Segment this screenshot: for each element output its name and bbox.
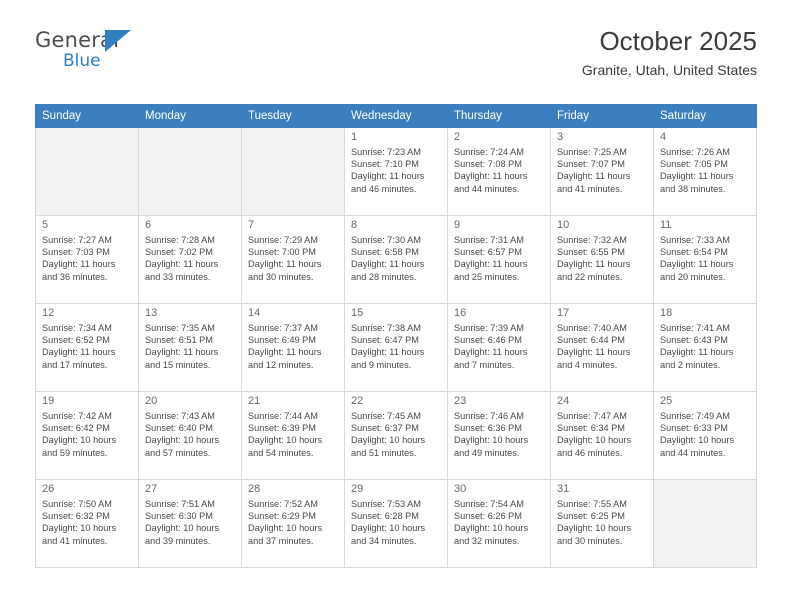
day-sun-info-line: and 59 minutes. — [42, 447, 108, 458]
day-sun-info-line: and 15 minutes. — [145, 359, 211, 370]
day-sun-info-line: Sunrise: 7:35 AM — [145, 323, 215, 333]
calendar-day-cell[interactable] — [345, 216, 448, 304]
weekday-header-friday: Friday — [551, 105, 654, 128]
day-sun-info-line: and 7 minutes. — [454, 359, 515, 370]
day-sun-info-line: Daylight: 11 hours — [351, 259, 425, 270]
calendar-day-cell[interactable] — [654, 128, 757, 216]
day-sun-info — [660, 234, 751, 283]
day-sun-info — [660, 410, 751, 459]
day-sun-info-line: Daylight: 11 hours — [660, 171, 734, 182]
day-sun-info-line: Sunrise: 7:42 AM — [42, 411, 112, 421]
day-sun-info-line: Sunset: 7:02 PM — [145, 247, 213, 258]
day-sun-info — [660, 322, 751, 371]
day-sun-info-line: and 44 minutes. — [660, 447, 726, 458]
day-sun-info-line: and 17 minutes. — [42, 359, 108, 370]
day-sun-info-line: Daylight: 11 hours — [248, 347, 322, 358]
day-sun-info-line: Daylight: 11 hours — [557, 347, 631, 358]
day-sun-info-line: Daylight: 10 hours — [351, 523, 426, 534]
day-sun-info-line: Daylight: 10 hours — [660, 435, 735, 446]
calendar-week-row — [36, 392, 757, 480]
calendar-day-cell[interactable] — [36, 216, 139, 304]
day-sun-info-line: Sunrise: 7:28 AM — [145, 235, 215, 245]
day-sun-info-line: Sunset: 7:07 PM — [557, 159, 625, 170]
day-sun-info — [351, 146, 442, 195]
day-sun-info-line: Daylight: 11 hours — [454, 259, 528, 270]
day-sun-info-line: Daylight: 10 hours — [454, 523, 529, 534]
day-number: 22 — [351, 395, 364, 407]
day-sun-info — [248, 234, 339, 283]
day-sun-info-line: Sunset: 6:39 PM — [248, 423, 316, 434]
day-sun-info-line: Sunrise: 7:50 AM — [42, 499, 112, 509]
day-sun-info — [42, 410, 133, 459]
day-sun-info-line: Sunset: 6:47 PM — [351, 335, 419, 346]
day-sun-info-line: Sunset: 6:29 PM — [248, 511, 316, 522]
day-sun-info-line: Sunrise: 7:24 AM — [454, 147, 524, 157]
day-sun-info-line: Sunset: 7:10 PM — [351, 159, 419, 170]
day-sun-info-line: Sunrise: 7:46 AM — [454, 411, 524, 421]
day-number: 13 — [145, 307, 158, 319]
day-sun-info-line: and 51 minutes. — [351, 447, 417, 458]
calendar-day-cell[interactable] — [139, 480, 242, 568]
day-sun-info-line: and 22 minutes. — [557, 271, 623, 282]
day-sun-info — [557, 322, 648, 371]
day-sun-info-line: Sunset: 6:52 PM — [42, 335, 110, 346]
calendar-empty-cell — [242, 128, 345, 216]
day-sun-info — [42, 322, 133, 371]
day-sun-info-line: and 39 minutes. — [145, 535, 211, 546]
calendar-week-row — [36, 480, 757, 568]
calendar-week-row — [36, 216, 757, 304]
day-sun-info-line: Sunrise: 7:43 AM — [145, 411, 215, 421]
day-sun-info-line: Sunset: 6:57 PM — [454, 247, 522, 258]
day-sun-info-line: Daylight: 11 hours — [145, 347, 219, 358]
day-sun-info-line: Sunset: 6:40 PM — [145, 423, 213, 434]
day-sun-info-line: Sunset: 7:08 PM — [454, 159, 522, 170]
day-number: 26 — [42, 483, 55, 495]
calendar-day-cell[interactable] — [242, 304, 345, 392]
calendar-day-cell[interactable] — [654, 392, 757, 480]
day-sun-info — [454, 146, 545, 195]
day-sun-info-line: Daylight: 11 hours — [557, 259, 631, 270]
day-sun-info-line: and 46 minutes. — [351, 183, 417, 194]
day-sun-info-line: and 37 minutes. — [248, 535, 314, 546]
day-number: 29 — [351, 483, 364, 495]
day-sun-info-line: and 28 minutes. — [351, 271, 417, 282]
day-sun-info-line: and 25 minutes. — [454, 271, 520, 282]
day-sun-info-line: Sunrise: 7:51 AM — [145, 499, 215, 509]
calendar-empty-cell — [139, 128, 242, 216]
logo-text-blue: Blue — [63, 51, 101, 71]
day-number: 16 — [454, 307, 467, 319]
day-sun-info-line: Sunrise: 7:25 AM — [557, 147, 627, 157]
day-sun-info-line: Daylight: 11 hours — [351, 347, 425, 358]
day-number: 15 — [351, 307, 364, 319]
day-sun-info-line: Sunset: 6:55 PM — [557, 247, 625, 258]
day-sun-info-line: Sunrise: 7:41 AM — [660, 323, 730, 333]
day-sun-info-line: Sunrise: 7:34 AM — [42, 323, 112, 333]
day-sun-info-line: Daylight: 11 hours — [454, 347, 528, 358]
calendar-week-row — [36, 304, 757, 392]
day-sun-info-line: Sunrise: 7:27 AM — [42, 235, 112, 245]
day-sun-info-line: and 33 minutes. — [145, 271, 211, 282]
day-sun-info-line: and 2 minutes. — [660, 359, 721, 370]
calendar-day-cell[interactable] — [345, 480, 448, 568]
calendar-day-cell[interactable] — [139, 392, 242, 480]
day-sun-info-line: Sunset: 6:32 PM — [42, 511, 110, 522]
day-sun-info-line: Sunrise: 7:52 AM — [248, 499, 318, 509]
day-number: 28 — [248, 483, 261, 495]
calendar-day-cell[interactable] — [36, 304, 139, 392]
day-sun-info-line: Sunset: 6:44 PM — [557, 335, 625, 346]
calendar-day-cell[interactable] — [448, 392, 551, 480]
day-sun-info-line: Daylight: 10 hours — [248, 435, 323, 446]
day-sun-info-line: Daylight: 11 hours — [42, 259, 116, 270]
day-sun-info-line: Sunset: 6:37 PM — [351, 423, 419, 434]
calendar-day-cell[interactable] — [345, 392, 448, 480]
day-sun-info-line: Sunrise: 7:38 AM — [351, 323, 421, 333]
day-sun-info — [145, 498, 236, 547]
day-sun-info-line: Sunrise: 7:53 AM — [351, 499, 421, 509]
day-sun-info-line: and 57 minutes. — [145, 447, 211, 458]
day-sun-info-line: Sunset: 6:33 PM — [660, 423, 728, 434]
logo[interactable] — [35, 30, 119, 70]
day-sun-info-line: Sunset: 6:46 PM — [454, 335, 522, 346]
calendar-day-cell[interactable] — [551, 128, 654, 216]
day-sun-info-line: and 34 minutes. — [351, 535, 417, 546]
calendar-day-cell[interactable] — [551, 216, 654, 304]
day-sun-info-line: Sunset: 6:30 PM — [145, 511, 213, 522]
day-sun-info-line: Sunset: 7:03 PM — [42, 247, 110, 258]
day-number: 27 — [145, 483, 158, 495]
day-sun-info-line: Sunset: 6:36 PM — [454, 423, 522, 434]
day-sun-info-line: and 12 minutes. — [248, 359, 314, 370]
day-number: 5 — [42, 219, 49, 231]
day-sun-info-line: and 20 minutes. — [660, 271, 726, 282]
day-sun-info-line: Sunrise: 7:49 AM — [660, 411, 730, 421]
calendar-day-cell[interactable] — [36, 392, 139, 480]
day-sun-info-line: Sunrise: 7:30 AM — [351, 235, 421, 245]
calendar-day-cell[interactable] — [242, 480, 345, 568]
day-number: 19 — [42, 395, 55, 407]
calendar-day-cell[interactable] — [551, 304, 654, 392]
day-sun-info — [351, 322, 442, 371]
day-sun-info — [248, 322, 339, 371]
day-sun-info-line: and 30 minutes. — [557, 535, 623, 546]
day-sun-info-line: and 44 minutes. — [454, 183, 520, 194]
day-sun-info-line: Daylight: 11 hours — [145, 259, 219, 270]
day-number: 9 — [454, 219, 461, 231]
calendar-day-cell[interactable] — [345, 304, 448, 392]
day-sun-info-line: Sunrise: 7:37 AM — [248, 323, 318, 333]
day-sun-info-line: Sunrise: 7:32 AM — [557, 235, 627, 245]
day-sun-info-line: Daylight: 10 hours — [557, 523, 632, 534]
day-sun-info-line: and 30 minutes. — [248, 271, 314, 282]
day-sun-info — [248, 498, 339, 547]
day-sun-info — [557, 498, 648, 547]
day-sun-info-line: Daylight: 11 hours — [660, 259, 734, 270]
day-sun-info-line: Sunset: 6:43 PM — [660, 335, 728, 346]
weekday-header-thursday: Thursday — [448, 105, 551, 128]
calendar-day-cell[interactable] — [654, 216, 757, 304]
day-sun-info — [145, 322, 236, 371]
day-number: 7 — [248, 219, 255, 231]
day-number: 10 — [557, 219, 570, 231]
day-sun-info-line: and 32 minutes. — [454, 535, 520, 546]
day-sun-info-line: Sunset: 6:58 PM — [351, 247, 419, 258]
day-sun-info-line: and 41 minutes. — [557, 183, 623, 194]
day-number: 6 — [145, 219, 152, 231]
day-number: 24 — [557, 395, 570, 407]
day-sun-info-line: and 4 minutes. — [557, 359, 618, 370]
day-number: 4 — [660, 131, 667, 143]
calendar-day-cell[interactable] — [242, 392, 345, 480]
day-sun-info — [557, 234, 648, 283]
day-sun-info-line: and 41 minutes. — [42, 535, 108, 546]
day-sun-info-line: Daylight: 10 hours — [351, 435, 426, 446]
day-sun-info-line: Sunrise: 7:47 AM — [557, 411, 627, 421]
location-subtitle: Granite, Utah, United States — [581, 62, 757, 78]
day-sun-info — [248, 410, 339, 459]
day-sun-info-line: Sunset: 6:28 PM — [351, 511, 419, 522]
day-sun-info-line: Sunrise: 7:29 AM — [248, 235, 318, 245]
day-sun-info-line: Daylight: 11 hours — [660, 347, 734, 358]
day-sun-info — [454, 322, 545, 371]
calendar-day-cell[interactable] — [551, 480, 654, 568]
day-sun-info-line: Sunrise: 7:23 AM — [351, 147, 421, 157]
day-sun-info — [351, 498, 442, 547]
weekday-header-tuesday: Tuesday — [242, 105, 345, 128]
day-sun-info-line: and 49 minutes. — [454, 447, 520, 458]
calendar-week-row — [36, 128, 757, 216]
day-sun-info-line: Daylight: 10 hours — [42, 435, 117, 446]
day-sun-info — [42, 498, 133, 547]
day-sun-info-line: Sunset: 6:42 PM — [42, 423, 110, 434]
day-sun-info-line: Daylight: 11 hours — [557, 171, 631, 182]
calendar-day-cell[interactable] — [448, 480, 551, 568]
day-sun-info — [145, 234, 236, 283]
day-sun-info — [557, 146, 648, 195]
day-sun-info-line: Sunrise: 7:55 AM — [557, 499, 627, 509]
weekday-header-row — [36, 105, 757, 128]
day-number: 17 — [557, 307, 570, 319]
calendar-day-cell[interactable] — [345, 128, 448, 216]
calendar-day-cell[interactable] — [551, 392, 654, 480]
day-sun-info-line: Sunrise: 7:54 AM — [454, 499, 524, 509]
day-sun-info-line: and 36 minutes. — [42, 271, 108, 282]
day-sun-info-line: Daylight: 10 hours — [145, 435, 220, 446]
day-sun-info-line: Sunset: 6:34 PM — [557, 423, 625, 434]
calendar-day-cell[interactable] — [448, 304, 551, 392]
day-sun-info-line: Daylight: 10 hours — [557, 435, 632, 446]
day-sun-info-line: Sunset: 7:05 PM — [660, 159, 728, 170]
day-sun-info-line: Sunset: 7:00 PM — [248, 247, 316, 258]
calendar-day-cell[interactable] — [242, 216, 345, 304]
day-sun-info-line: Sunrise: 7:40 AM — [557, 323, 627, 333]
day-sun-info-line: Daylight: 10 hours — [248, 523, 323, 534]
day-number: 25 — [660, 395, 673, 407]
day-number: 31 — [557, 483, 570, 495]
day-number: 18 — [660, 307, 673, 319]
day-sun-info — [42, 234, 133, 283]
day-sun-info-line: Sunrise: 7:39 AM — [454, 323, 524, 333]
day-sun-info-line: Sunset: 6:51 PM — [145, 335, 213, 346]
calendar-day-cell[interactable] — [654, 304, 757, 392]
day-sun-info-line: Daylight: 11 hours — [42, 347, 116, 358]
day-sun-info-line: Daylight: 11 hours — [454, 171, 528, 182]
calendar-empty-cell — [36, 128, 139, 216]
day-number: 30 — [454, 483, 467, 495]
day-number: 1 — [351, 131, 358, 143]
weekday-header-wednesday: Wednesday — [345, 105, 448, 128]
day-sun-info-line: Sunset: 6:49 PM — [248, 335, 316, 346]
calendar-body — [36, 128, 757, 568]
day-number: 8 — [351, 219, 358, 231]
day-sun-info-line: and 38 minutes. — [660, 183, 726, 194]
calendar-day-cell[interactable] — [448, 128, 551, 216]
calendar-empty-cell — [654, 480, 757, 568]
day-sun-info-line: and 46 minutes. — [557, 447, 623, 458]
day-number: 23 — [454, 395, 467, 407]
day-sun-info-line: Sunset: 6:25 PM — [557, 511, 625, 522]
day-sun-info — [660, 146, 751, 195]
day-sun-info — [454, 234, 545, 283]
day-sun-info-line: Sunset: 6:26 PM — [454, 511, 522, 522]
day-sun-info — [454, 498, 545, 547]
day-number: 14 — [248, 307, 261, 319]
day-sun-info-line: Daylight: 11 hours — [248, 259, 322, 270]
day-sun-info-line: Sunset: 6:54 PM — [660, 247, 728, 258]
day-sun-info-line: Sunrise: 7:33 AM — [660, 235, 730, 245]
calendar-day-cell[interactable] — [448, 216, 551, 304]
day-sun-info-line: Daylight: 10 hours — [454, 435, 529, 446]
day-sun-info-line: Daylight: 11 hours — [351, 171, 425, 182]
day-number: 12 — [42, 307, 55, 319]
day-sun-info — [351, 234, 442, 283]
day-sun-info-line: Sunrise: 7:26 AM — [660, 147, 730, 157]
day-sun-info-line: and 54 minutes. — [248, 447, 314, 458]
day-sun-info — [557, 410, 648, 459]
page-header — [35, 0, 757, 78]
day-sun-info — [145, 410, 236, 459]
day-number: 21 — [248, 395, 261, 407]
day-sun-info-line: Daylight: 10 hours — [145, 523, 220, 534]
weekday-header-monday: Monday — [139, 105, 242, 128]
day-sun-info — [454, 410, 545, 459]
weekday-header-sunday: Sunday — [36, 105, 139, 128]
day-number: 2 — [454, 131, 461, 143]
sunrise-sunset-calendar — [35, 104, 757, 568]
day-sun-info-line: Sunrise: 7:31 AM — [454, 235, 524, 245]
day-number: 11 — [660, 219, 672, 231]
day-sun-info-line: Sunrise: 7:44 AM — [248, 411, 318, 421]
page-title: October 2025 — [599, 26, 757, 56]
day-sun-info-line: Sunrise: 7:45 AM — [351, 411, 421, 421]
day-sun-info-line: Daylight: 10 hours — [42, 523, 117, 534]
day-number: 20 — [145, 395, 158, 407]
day-sun-info-line: and 9 minutes. — [351, 359, 412, 370]
flag-icon — [105, 30, 131, 52]
weekday-header-saturday: Saturday — [654, 105, 757, 128]
day-number: 3 — [557, 131, 564, 143]
day-sun-info — [351, 410, 442, 459]
calendar-day-cell[interactable] — [139, 216, 242, 304]
calendar-day-cell[interactable] — [139, 304, 242, 392]
logo-text-general: General — [35, 28, 120, 52]
calendar-day-cell[interactable] — [36, 480, 139, 568]
